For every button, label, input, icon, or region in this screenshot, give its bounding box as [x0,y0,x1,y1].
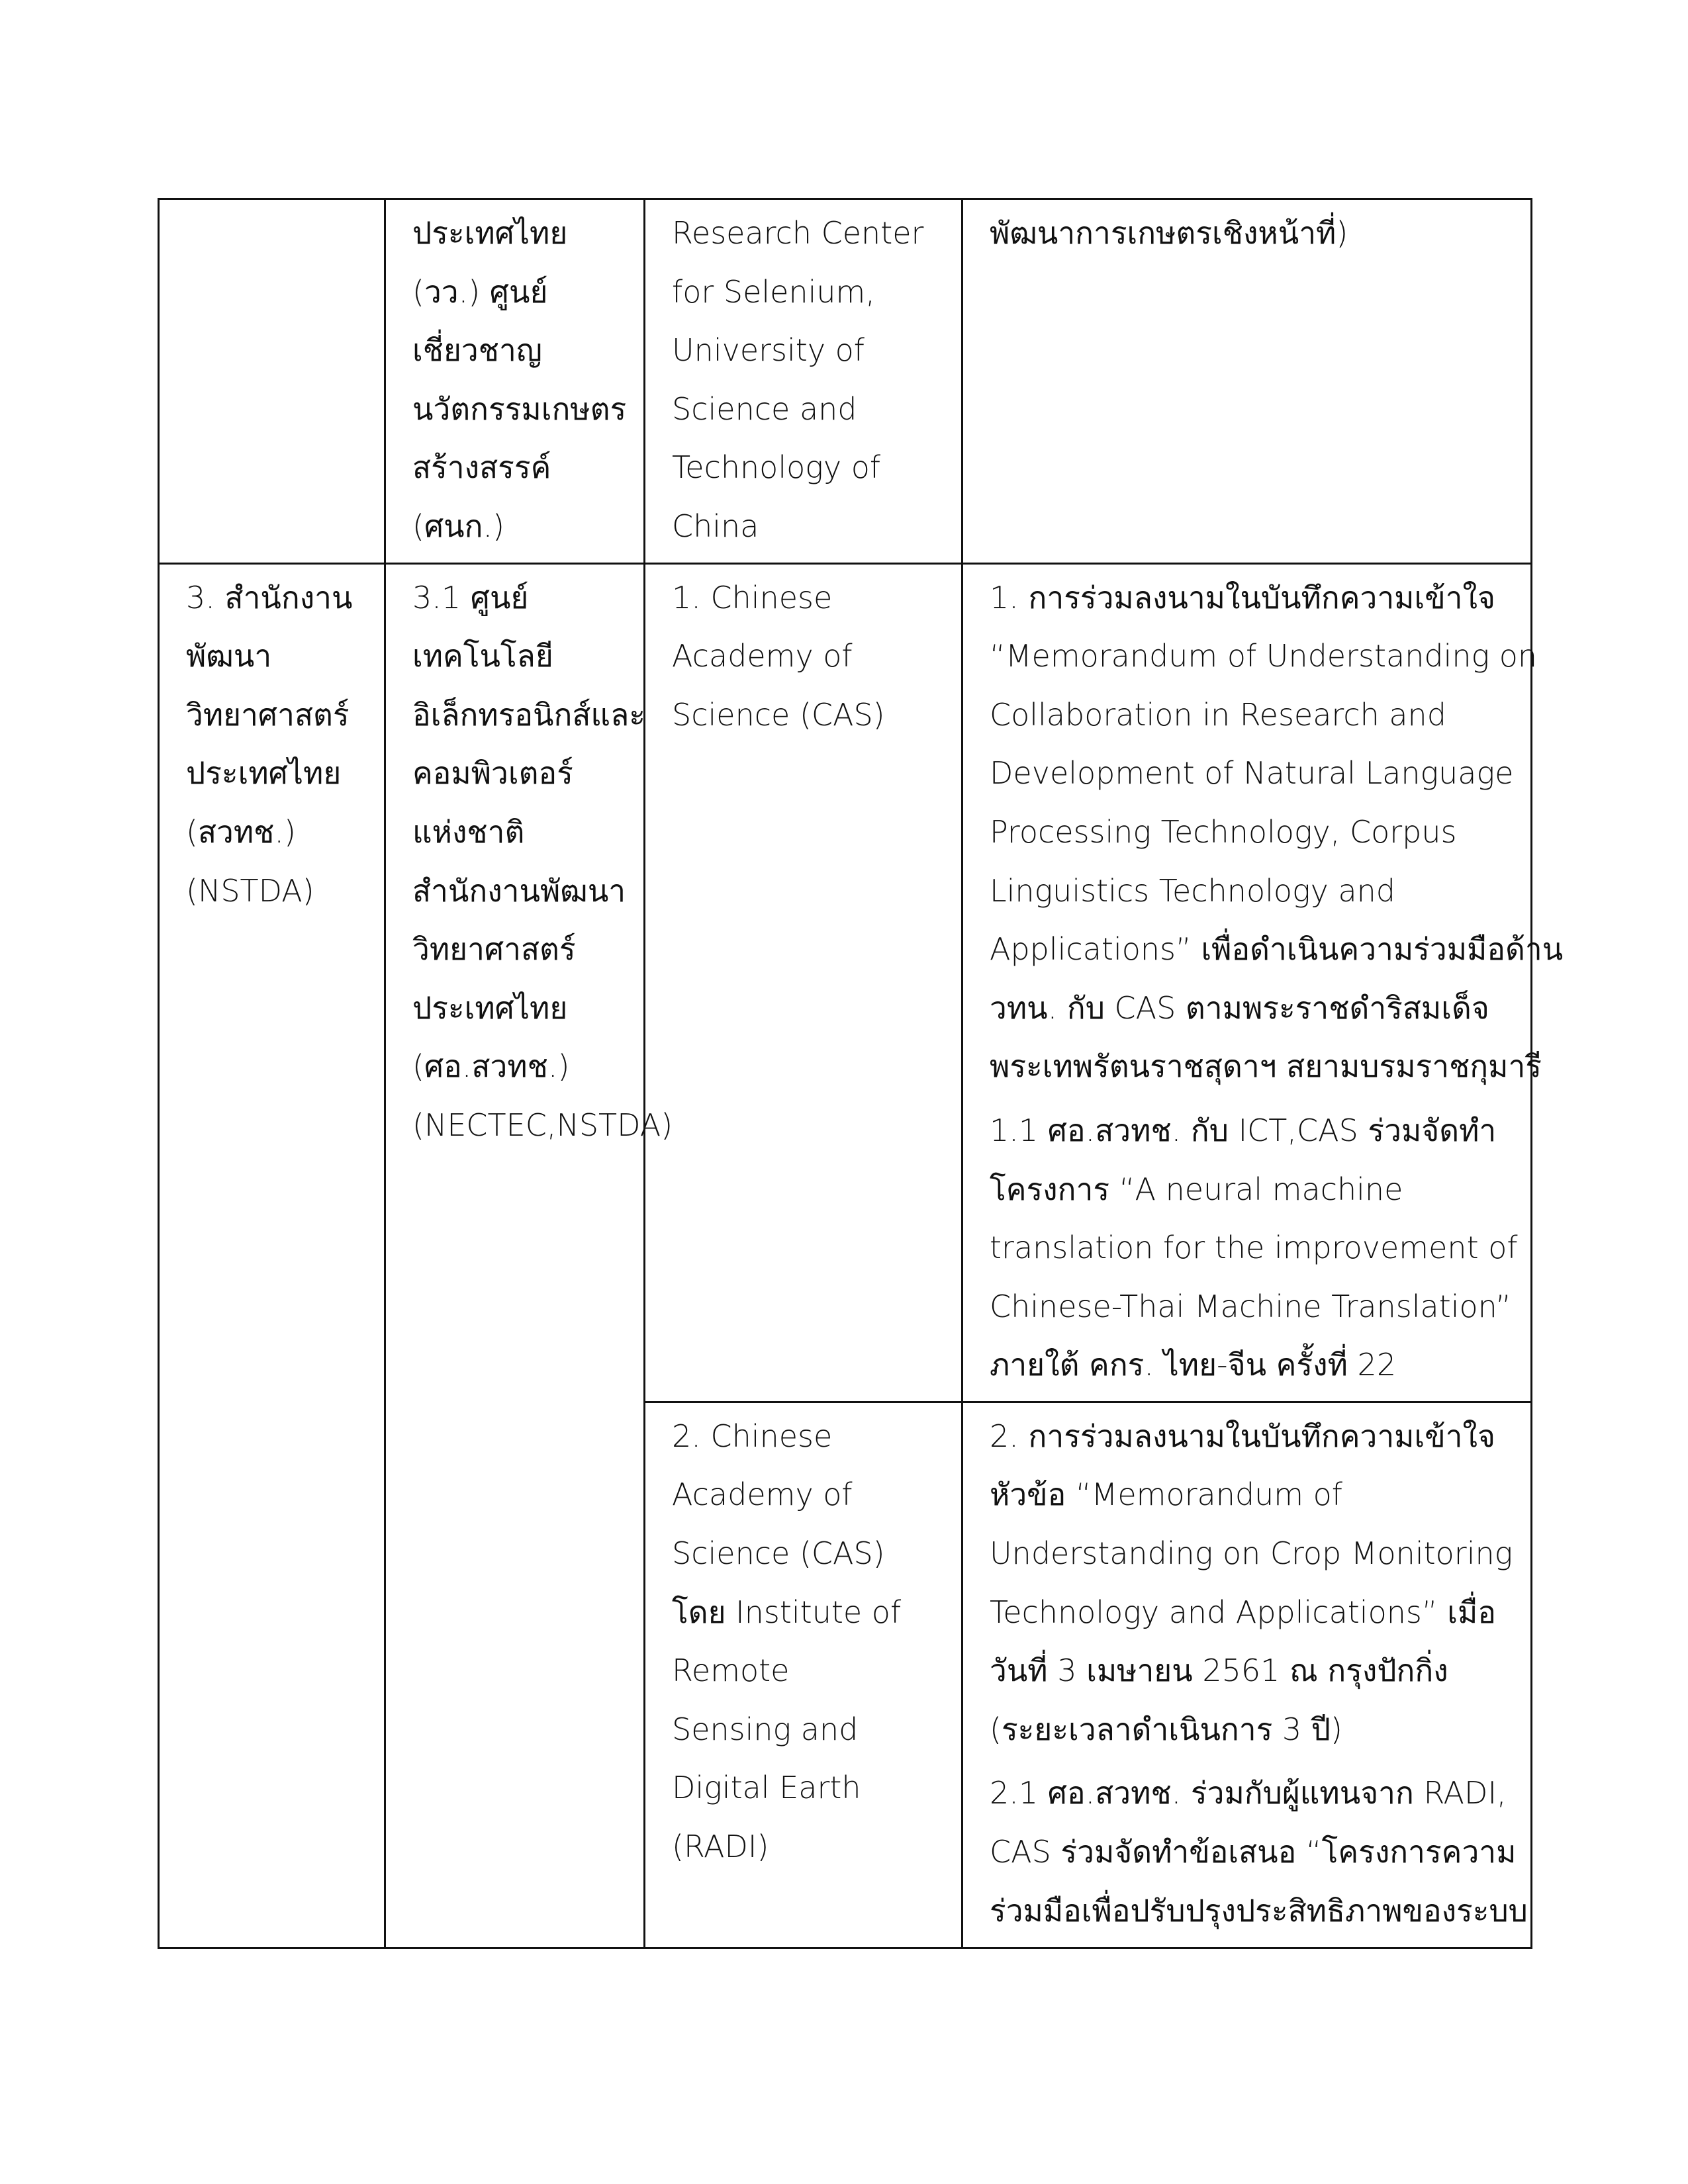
activity-block [990,1407,1517,1759]
cell-line: พัฒนา [186,638,272,674]
cell-line: Research Center [672,215,924,251]
cell-line: พระเทพรัตนราชสุดาฯ สยามบรมราชกุมารี [990,1048,1542,1085]
activity-block [990,569,1564,1096]
cell-line: 1.1 ศอ.สวทช. กับ ICT,CAS ร่วมจัดทำ [990,1112,1497,1148]
cell-line: โครงการ “A neural machine [990,1171,1403,1207]
cell-line: อิเล็กทรอนิกส์และ [412,696,645,733]
cell-line: Development of Natural Language [990,755,1514,792]
cell-line: ประเทศไทย [412,215,568,251]
unit-cell [385,199,645,564]
cell-line: Science (CAS) [672,696,885,733]
partner-cell [645,563,962,1402]
cell-line: Collaboration in Research and [990,696,1446,733]
cell-line: 2.1 ศอ.สวทช. ร่วมกับผู้แทนจาก RADI, [990,1775,1507,1811]
cooperation-table [158,198,1564,1949]
cell-line: Academy of [672,638,853,674]
cell-line: 1. Chinese [672,579,833,615]
cell-line: แห่งชาติ [412,813,525,850]
cell-line: พัฒนาการเกษตรเชิงหน้าที่) [990,215,1348,251]
activity-block [990,204,1517,263]
cell-line: สร้างสรรค์ [412,449,551,486]
cell-line: (NECTEC,NSTDA) [412,1107,673,1143]
cell-line: Science and [672,390,857,427]
cell-line: ประเทศไทย [412,989,568,1026]
activity-cell [962,199,1532,564]
cell-line: Remote [672,1653,790,1689]
agency-cell [159,563,385,1948]
cell-line: ประเทศไทย [186,755,342,792]
activity-block [990,1101,1517,1394]
cell-line: Linguistics Technology and [990,872,1396,909]
cell-line: (RADI) [672,1829,769,1865]
cell-line: ร่วมมือเพื่อปรับปรุงประสิทธิภาพของระบบ [990,1892,1528,1929]
partner-cell [645,199,962,564]
table-row [159,199,1532,564]
cell-line: เทคโนโลยี [412,638,553,674]
activity-cell [962,1402,1532,1948]
cell-line: University of [672,332,865,369]
cell-line: Understanding on Crop Monitoring [990,1535,1513,1572]
cell-line: (NSTDA) [186,872,314,909]
cell-line: “Memorandum of Understanding on [990,638,1538,674]
cell-line: Applications” เพื่อดำเนินความร่วมมือด้าน [990,931,1564,968]
cell-line: นวัตกรรมเกษตร [412,390,627,427]
cell-line: 2. Chinese [672,1418,833,1454]
cell-line: CAS ร่วมจัดทำข้อเสนอ “โครงการความ [990,1834,1517,1870]
activity-block [990,1764,1528,1940]
table-row [159,563,1532,1402]
partner-cell [645,1402,962,1948]
cell-line: 3.1 ศูนย์ [412,579,529,615]
cell-line: (ศนก.) [412,508,505,544]
cell-line: Chinese-Thai Machine Translation” [990,1288,1512,1324]
cell-line: (สวทช.) [186,813,296,850]
cell-line: China [672,508,759,544]
cell-line: Sensing and [672,1711,859,1747]
cell-line: โดย Institute of [672,1594,902,1630]
cell-line: วันที่ 3 เมษายน 2561 ณ กรุงปักกิ่ง [990,1653,1448,1689]
unit-cell [385,563,673,1948]
cell-line: หัวข้อ “Memorandum of [990,1477,1342,1513]
cell-line: 2. การร่วมลงนามในบันทึกความเข้าใจ [990,1418,1495,1454]
cell-line: Processing Technology, Corpus [990,813,1457,850]
cell-line: Technology and Applications” เมื่อ [990,1594,1496,1630]
cell-line: เชี่ยวชาญ [412,332,542,369]
cell-line: วิทยาศาสตร์ [412,931,576,968]
activity-cell [962,563,1564,1402]
cell-line: (ระยะเวลาดำเนินการ 3 ปี) [990,1711,1342,1747]
cell-line: Digital Earth [672,1770,861,1806]
cell-line: Academy of [672,1477,853,1513]
cell-line: สำนักงานพัฒนา [412,872,626,909]
cell-line: 1. การร่วมลงนามในบันทึกความเข้าใจ [990,579,1495,615]
cell-line: for Selenium, [672,273,875,310]
cell-line: (วว.) ศูนย์ [412,273,548,310]
agency-cell [159,199,385,564]
cell-line: Technology of [672,449,881,486]
cell-line: วิทยาศาสตร์ [186,696,350,733]
cell-line: 3. สำนักงาน [186,579,353,615]
cell-line: คอมพิวเตอร์ [412,755,573,792]
cell-line: (ศอ.สวทช.) [412,1048,570,1085]
cell-line: วทน. กับ CAS ตามพระราชดำริสมเด็จ [990,989,1489,1026]
cell-line: Science (CAS) [672,1535,885,1572]
cell-line: translation for the improvement of [990,1230,1518,1266]
cell-line: ภายใต้ คกร. ไทย-จีน ครั้งที่ 22 [990,1347,1397,1383]
